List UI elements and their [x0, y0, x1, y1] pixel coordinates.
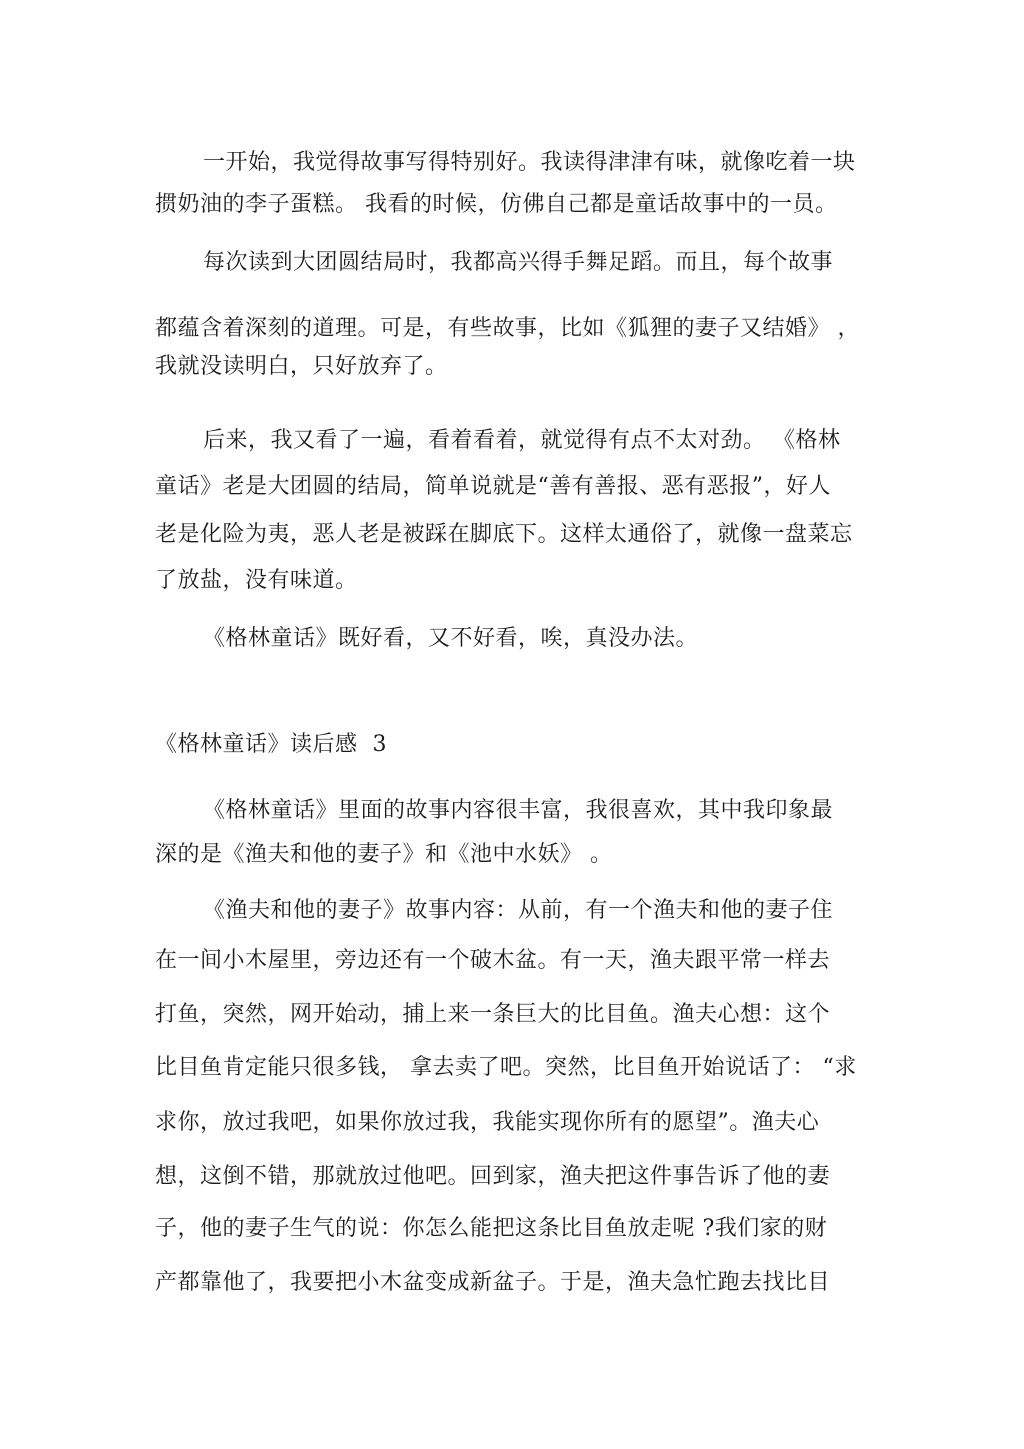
text-line: 我就没读明白，只好放弃了。 [155, 354, 448, 379]
text-line: 子，他的妻子生气的说：你怎么能把这条比目鱼放走呢 ?我们家的财 [155, 1216, 828, 1241]
text-line: 后来，我又看了一遍，看着看着，就觉得有点不太对劲。 《格林 [203, 428, 841, 453]
text-line: 都蕴含着深刻的道理。可是，有些故事，比如《狐狸的妻子又结婚》 ， [155, 316, 860, 341]
text-line: 《渔夫和他的妻子》故事内容：从前，有一个渔夫和他的妻子住 [203, 898, 834, 923]
text-line: 每次读到大团圆结局时，我都高兴得手舞足蹈。而且，每个故事 [203, 250, 834, 275]
text-line: 一开始，我觉得故事写得特别好。我读得津津有味，就像吃着一块 [203, 150, 856, 175]
text-line: 《格林童话》既好看，又不好看，唉，真没办法。 [203, 626, 699, 651]
text-line: 掼奶油的李子蛋糕。 我看的时候，仿佛自己都是童话故事中的一员。 [155, 192, 838, 217]
section-heading: 《格林童话》读后感 3 [155, 732, 387, 757]
text-line: 深的是《渔夫和他的妻子》和《池中水妖》 。 [155, 842, 613, 867]
text-line: 了放盐，没有味道。 [155, 568, 358, 593]
text-line: 想，这倒不错，那就放过他吧。回到家，渔夫把这件事告诉了他的妻 [155, 1164, 831, 1189]
text-line: 打鱼，突然，网开始动，捕上来一条巨大的比目鱼。渔夫心想：这个 [155, 1002, 831, 1027]
text-line: 老是化险为夷，恶人老是被踩在脚底下。这样太通俗了，就像一盘菜忘 [155, 522, 853, 547]
text-line: 比目鱼肯定能只很多钱， 拿去卖了吧。突然，比目鱼开始说话了： “求 [155, 1055, 857, 1080]
text-line: 《格林童话》里面的故事内容很丰富，我很喜欢，其中我印象最 [203, 798, 834, 823]
text-line: 求你，放过我吧，如果你放过我，我能实现你所有的愿望”。渔夫心 [155, 1110, 820, 1135]
text-line: 童话》老是大团圆的结局，简单说就是“善有善报、恶有恶报”，好人 [155, 474, 831, 499]
text-line: 产都靠他了，我要把小木盆变成新盆子。于是，渔夫急忙跑去找比目 [155, 1270, 831, 1295]
text-line: 在一间小木屋里，旁边还有一个破木盆。有一天，渔夫跟平常一样去 [155, 948, 831, 973]
